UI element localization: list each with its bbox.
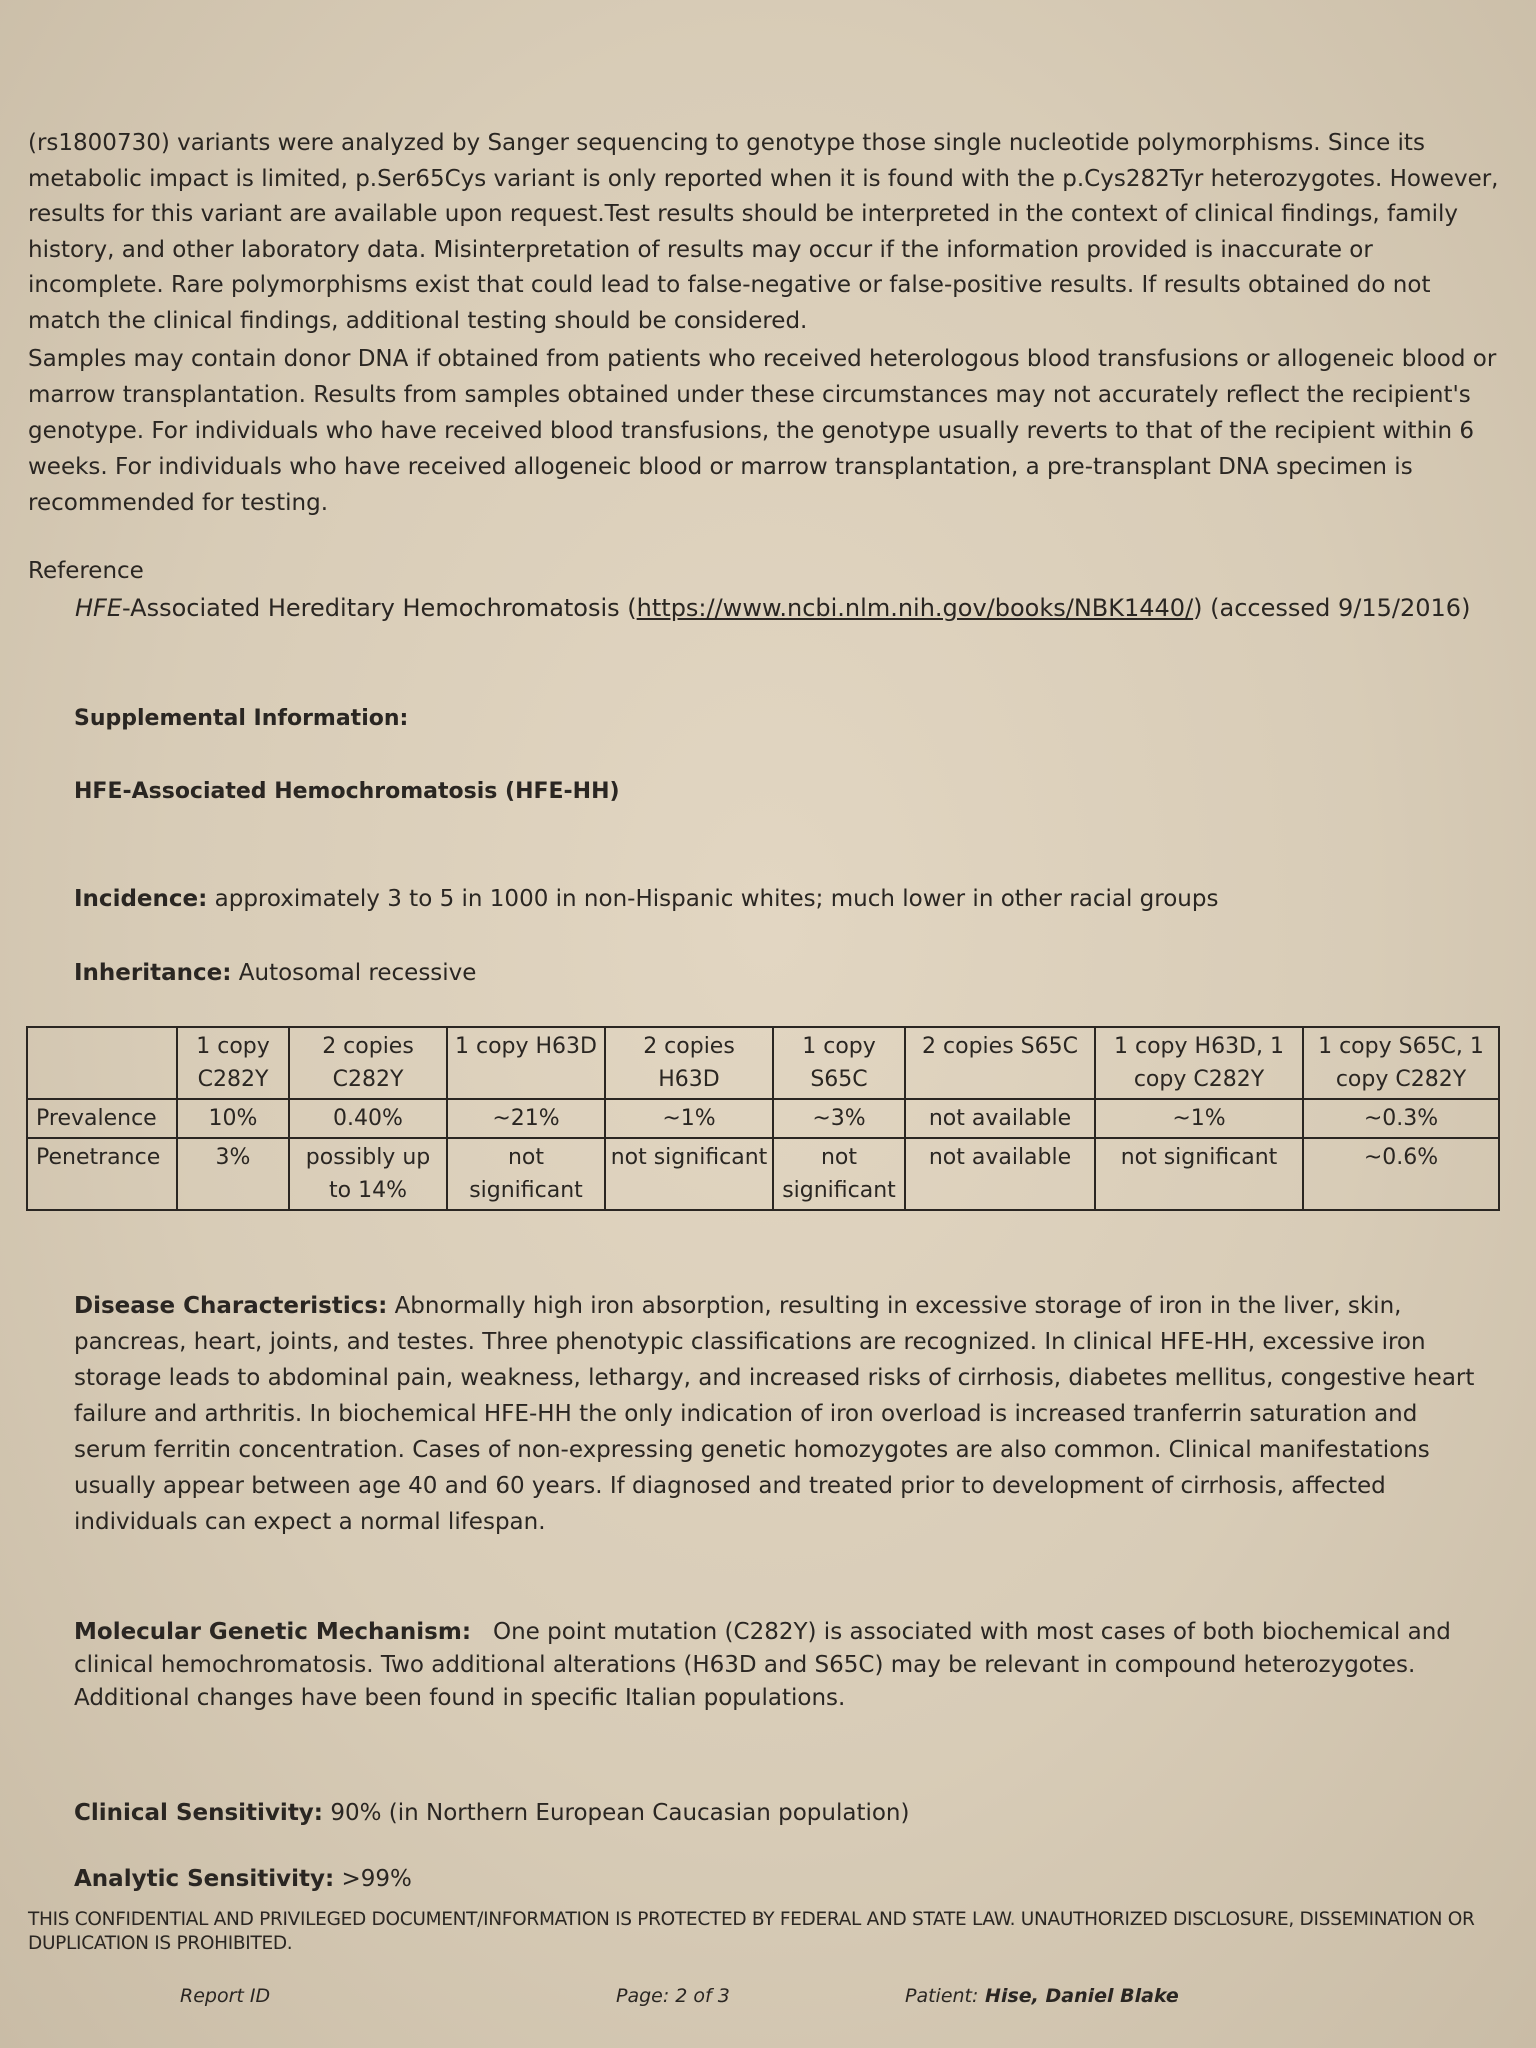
table-cell: not significant [773, 1138, 905, 1210]
table-row-label: Penetrance [27, 1138, 177, 1210]
table-cell: possibly up to 14% [289, 1138, 447, 1210]
table-header-cell: 2 copies C282Y [289, 1027, 447, 1099]
molecular-mechanism [74, 1616, 1494, 1715]
table-header-cell: 1 copy C282Y [177, 1027, 289, 1099]
incidence-label: Incidence: [74, 886, 208, 912]
disease-label: Disease Characteristics: [74, 1293, 388, 1319]
disease-characteristics [74, 1288, 1494, 1540]
table-cell: ~0.3% [1303, 1099, 1499, 1138]
reference-citation [75, 594, 1470, 622]
inheritance-line [74, 960, 476, 986]
incidence-text: approximately 3 to 5 in 1000 in non-Hispanic whites; much lower in other racial groups [207, 886, 1219, 912]
page-number: Page: 2 of 3 [616, 1985, 730, 2007]
intro-paragraph: (rs1800730) variants were analyzed by Sanger sequencing to genotype those single nucleotide polymorphisms. Since its metabolic impact is limited, p.Ser65Cys variant is only reported when it is found with the p.Cys282Tyr heterozygotes. However, results for this variant are available upon request.Test results should be interpreted in the context of clinical findings, family history, and other laboratory data. Misinterpretation of results may occur if the information provided is inaccurate or incomplete. Rare polymorphisms exist that could lead to false-negative or false-positive results. If results obtained do not match the clinical findings, additional testing should be considered. [28, 130, 1499, 334]
patient-label: Patient: [905, 1985, 979, 2007]
table-cell: 0.40% [289, 1099, 447, 1138]
table-header-cell [27, 1027, 177, 1099]
reference-link[interactable]: https://www.ncbi.nlm.nih.gov/books/NBK1440/ [636, 594, 1194, 622]
analytic-sensitivity-label: Analytic Sensitivity: [74, 1866, 335, 1892]
prevalence-penetrance-table [26, 1026, 1500, 1211]
disease-text: Abnormally high iron absorption, resulting in excessive storage of iron in the liver, skin, pancreas, heart, joints, and testes. Three phenotypic classifications are recognized. In clinical HFE-HH, excessive iron storage leads to abdominal pain, weakness, lethargy, and increased risks of cirrhosis, diabetes mellitus, congestive heart failure and arthritis. In biochemical HFE-HH the only indication of iron overload is increased tranferrin saturation and serum ferritin concentration. Cases of non-expressing genetic homozygotes are also common. Clinical manifestations usually appear between age 40 and 60 years. If diagnosed and treated prior to development of cirrhosis, affected individuals can expect a normal lifespan. [74, 1293, 1475, 1535]
table-row [27, 1138, 1499, 1210]
table-cell: ~21% [447, 1099, 605, 1138]
table-row [27, 1099, 1499, 1138]
analytic-sensitivity-line [74, 1866, 412, 1892]
hfe-heading: HFE-Associated Hemochromatosis (HFE-HH) [74, 779, 620, 804]
table-cell: not available [905, 1138, 1095, 1210]
reference-accessed: ) (accessed 9/15/2016) [1193, 594, 1471, 622]
table-header-cell: 1 copy S65C, 1 copy C282Y [1303, 1027, 1499, 1099]
reference-heading: Reference [28, 558, 144, 584]
incidence-line [74, 886, 1218, 912]
table-header-row [27, 1027, 1499, 1099]
table-cell: not significant [1095, 1138, 1303, 1210]
table-cell: not significant [605, 1138, 773, 1210]
patient-name [905, 1985, 1179, 2007]
molecular-label: Molecular Genetic Mechanism: [74, 1619, 472, 1645]
table-header-cell: 1 copy H63D, 1 copy C282Y [1095, 1027, 1303, 1099]
analytic-sensitivity-text: >99% [334, 1866, 412, 1892]
table-cell: not significant [447, 1138, 605, 1210]
table-cell: 10% [177, 1099, 289, 1138]
table-cell: ~0.6% [1303, 1138, 1499, 1210]
table-row-label: Prevalence [27, 1099, 177, 1138]
reference-title: -Associated Hereditary Hemochromatosis ( [122, 594, 637, 622]
table-header-cell: 1 copy H63D [447, 1027, 605, 1099]
clinical-sensitivity-label: Clinical Sensitivity: [74, 1800, 324, 1826]
table-header-cell: 1 copy S65C [773, 1027, 905, 1099]
donor-dna-paragraph: Samples may contain donor DNA if obtained from patients who received heterologous blood transfusions or allogeneic blood or marrow transplantation. Results from samples obtained under these circumstances may not accurately reflect the recipient's genotype. For individuals who have received blood transfusions, the genotype usually reverts to that of the recipient within 6 weeks. For individuals who have received allogeneic blood or marrow transplantation, a pre-transplant DNA specimen is recommended for testing. [28, 346, 1497, 516]
inheritance-label: Inheritance: [74, 960, 232, 986]
reference-gene: HFE [75, 594, 123, 622]
table-cell: ~1% [605, 1099, 773, 1138]
table-header-cell: 2 copies H63D [605, 1027, 773, 1099]
clinical-sensitivity-line [74, 1800, 909, 1826]
table-cell: not available [905, 1099, 1095, 1138]
inheritance-text: Autosomal recessive [231, 960, 477, 986]
table-header-cell: 2 copies S65C [905, 1027, 1095, 1099]
clinical-sensitivity-text: 90% (in Northern European Caucasian population) [323, 1800, 910, 1826]
table-cell: 3% [177, 1138, 289, 1210]
table-cell: ~3% [773, 1099, 905, 1138]
report-id-label: Report ID [180, 1985, 271, 2007]
confidentiality-notice: THIS CONFIDENTIAL AND PRIVILEGED DOCUMENT/INFORMATION IS PROTECTED BY FEDERAL AND STATE LAW. UNAUTHORIZED DISCLOSURE, DISSEMINATION OR DUPLICATION IS PROHIBITED. [28, 1909, 1475, 1954]
molecular-text: One point mutation (C282Y) is associated with most cases of both biochemical and clinical hemochromatosis. Two additional alterations (H63D and S65C) may be relevant in compound heterozygotes. Additional changes have been found in specific Italian populations. [74, 1619, 1459, 1711]
patient-name-value: Hise, Daniel Blake [978, 1985, 1179, 2007]
supplemental-heading: Supplemental Information: [74, 706, 409, 731]
table-cell: ~1% [1095, 1099, 1303, 1138]
